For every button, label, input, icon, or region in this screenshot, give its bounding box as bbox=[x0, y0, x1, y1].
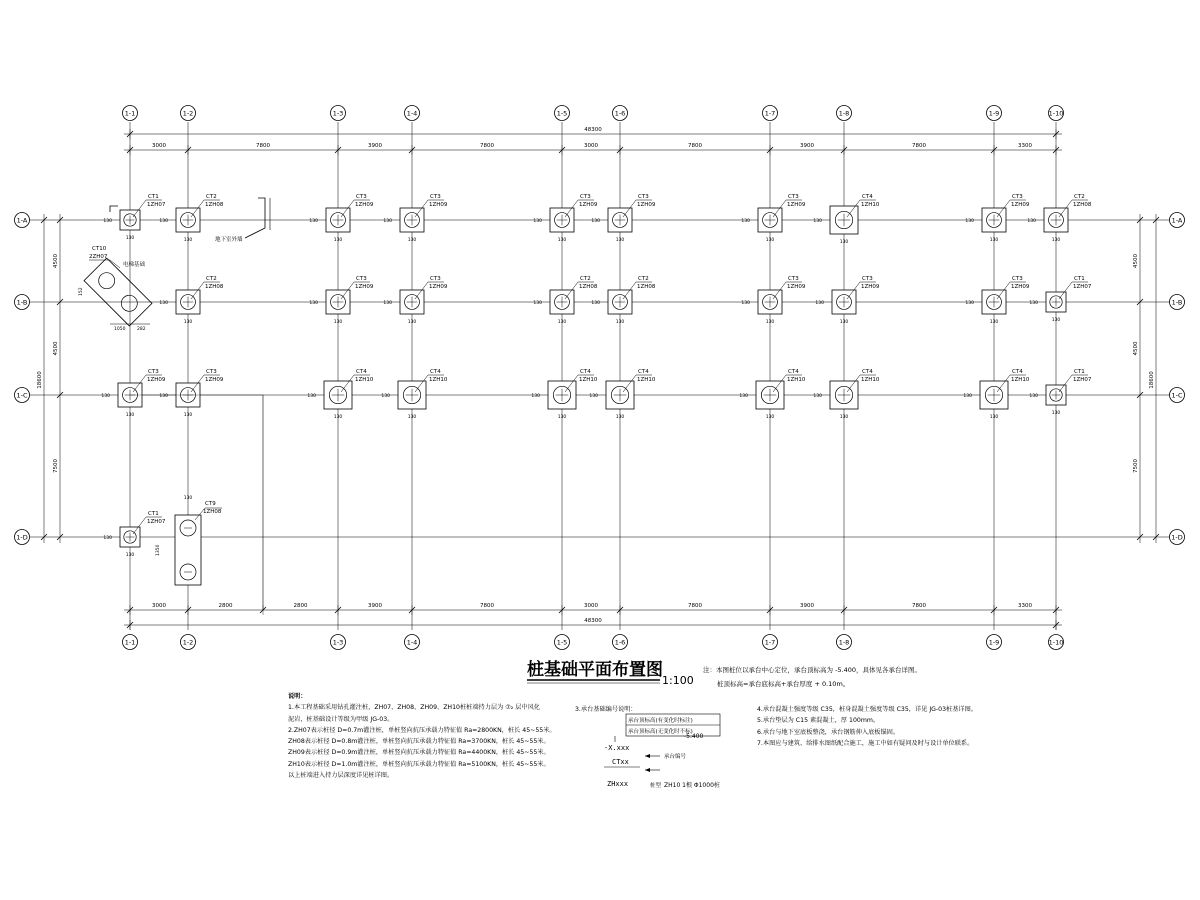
cap-offset: 130 bbox=[589, 394, 598, 399]
ct10-dim-text: 1050 bbox=[114, 327, 126, 332]
cap-pile-type: 1ZH09 bbox=[355, 284, 374, 290]
cap-offset: 130 bbox=[333, 415, 343, 420]
axis-label: 1-4 bbox=[406, 109, 418, 118]
cap-offset: 130 bbox=[531, 394, 540, 399]
cap-id: CT4 bbox=[788, 369, 799, 375]
cap-pile-type: 1ZH08 bbox=[1073, 202, 1092, 208]
cap-offset: 130 bbox=[333, 238, 343, 243]
ct9-dim-text: 1350 bbox=[156, 544, 161, 556]
pile-cap bbox=[307, 369, 373, 420]
dim-text: 7500 bbox=[1133, 459, 1139, 473]
pile-cap bbox=[1027, 194, 1091, 243]
legend-desc3: ZH10 1根 Φ1000桩 bbox=[664, 782, 720, 789]
cap-offset: 130 bbox=[591, 301, 600, 306]
cap-id: CT3 bbox=[788, 194, 799, 200]
cap-id: CT4 bbox=[862, 194, 873, 200]
cap-pile-type: 1ZH10 bbox=[861, 202, 880, 208]
cap-id: CT1 bbox=[1074, 369, 1085, 375]
cap-offset: 130 bbox=[183, 238, 193, 243]
pile-caps bbox=[101, 194, 1091, 558]
dim-text: 4500 bbox=[53, 254, 59, 268]
ct10-pile-type: 2ZH07 bbox=[89, 254, 108, 260]
pile-cap bbox=[963, 369, 1029, 420]
notes-column-2 bbox=[575, 704, 637, 715]
note-line: 1.本工程基础采用钻孔灌注桩，ZH07、ZH08、ZH09、ZH10桩桩端持力层为 ⑦₂ 层中风化 bbox=[288, 704, 540, 712]
cap-id: CT4 bbox=[580, 369, 591, 375]
axis-label: 1-3 bbox=[332, 638, 344, 647]
cap-id: CT3 bbox=[356, 276, 367, 282]
pile-cap bbox=[815, 276, 879, 325]
cap-pile-type: 1ZH09 bbox=[1011, 202, 1030, 208]
wall-line bbox=[110, 206, 118, 212]
legend-box-top: 承台顶标高(有变化时标注) bbox=[628, 718, 693, 724]
cap-offset: 130 bbox=[103, 536, 112, 541]
cap-id: CT3 bbox=[356, 194, 367, 200]
cap-pile-type: 1ZH07 bbox=[147, 519, 166, 525]
axis-label: 1-A bbox=[1171, 216, 1183, 225]
cap-id: CT2 bbox=[638, 276, 649, 282]
pile-cap bbox=[309, 276, 373, 325]
cap-offset: 130 bbox=[333, 320, 343, 325]
cap-id: CT4 bbox=[430, 369, 441, 375]
notes-heading: 说明： bbox=[288, 693, 307, 700]
cap-offset: 130 bbox=[1029, 394, 1038, 399]
cap-id: CT4 bbox=[638, 369, 649, 375]
cap-pile-type: 1ZH09 bbox=[205, 377, 224, 383]
axis-label: 1-2 bbox=[182, 638, 194, 647]
cap-offset: 130 bbox=[383, 301, 392, 306]
legend-desc1: 承台编号 bbox=[664, 754, 687, 760]
cap-id: CT3 bbox=[430, 276, 441, 282]
cap-offset: 130 bbox=[103, 219, 112, 224]
dim-text: 7800 bbox=[912, 143, 926, 149]
cap-id: CT2 bbox=[1074, 194, 1085, 200]
cap-offset: 130 bbox=[309, 301, 318, 306]
cap-id: CT4 bbox=[356, 369, 367, 375]
dim-text: 3000 bbox=[152, 143, 166, 149]
top-note-1: 注：本图桩位以承台中心定位，承台顶标高为 -5.400，具体见各承台详图。 bbox=[703, 666, 922, 674]
axis-label: 1-8 bbox=[838, 638, 850, 647]
cap-pile-type: 1ZH09 bbox=[637, 202, 656, 208]
cap-pile-type: 1ZH07 bbox=[1073, 377, 1092, 383]
cap-pile-type: 1ZH10 bbox=[787, 377, 806, 383]
pile-cap bbox=[741, 276, 805, 325]
ct10-cap bbox=[84, 258, 152, 326]
pile-cap bbox=[1029, 276, 1091, 323]
cap-pile-type: 1ZH08 bbox=[205, 284, 224, 290]
cap-offset: 130 bbox=[839, 320, 849, 325]
cap-offset: 130 bbox=[1051, 238, 1061, 243]
cap-offset: 130 bbox=[989, 238, 999, 243]
cap-offset: 130 bbox=[407, 415, 417, 420]
axis-label: 1-C bbox=[16, 391, 28, 400]
pile-cap bbox=[1029, 369, 1091, 416]
pile-cap bbox=[309, 194, 373, 243]
cap-offset: 130 bbox=[125, 413, 135, 418]
cap-id: CT4 bbox=[1012, 369, 1023, 375]
special-caps bbox=[78, 198, 270, 610]
pile-cap bbox=[159, 194, 223, 243]
ct10-pile bbox=[95, 269, 118, 292]
ct10-dim-text: 152 bbox=[79, 287, 84, 296]
dim-text: 3300 bbox=[1018, 603, 1032, 609]
dim-text: 4500 bbox=[1133, 254, 1139, 268]
cap-offset: 130 bbox=[989, 415, 999, 420]
cap-offset: 130 bbox=[101, 394, 110, 399]
pile-cap bbox=[741, 194, 805, 243]
note-line: 泥岩，桩基础设计等级为甲级 JG-03。 bbox=[288, 715, 394, 723]
cap-offset: 130 bbox=[839, 415, 849, 420]
cap-id: CT2 bbox=[580, 276, 591, 282]
cap-offset: 130 bbox=[765, 320, 775, 325]
pile-cap bbox=[383, 276, 447, 325]
cap-offset: 130 bbox=[741, 219, 750, 224]
cap-pile-type: 1ZH09 bbox=[355, 202, 374, 208]
axis-label: 1-10 bbox=[1048, 638, 1064, 647]
cap-id: CT3 bbox=[580, 194, 591, 200]
ct10-outline bbox=[84, 258, 152, 326]
legend-elev: -5.400 bbox=[684, 733, 704, 740]
pile-cap bbox=[591, 276, 655, 325]
axis-label: 1-3 bbox=[332, 109, 344, 118]
pile-cap bbox=[813, 194, 879, 245]
dim-text: 3000 bbox=[152, 603, 166, 609]
note-line: 以上桩端进入持力层深度详见桩详图。 bbox=[288, 772, 394, 780]
cap-pile-type: 1ZH08 bbox=[637, 284, 656, 290]
cap-id: CT2 bbox=[206, 194, 217, 200]
dim-total-top: 48300 bbox=[584, 127, 602, 133]
cap-pile-type: 1ZH09 bbox=[429, 202, 448, 208]
note-line: ZH08表示桩径 D=0.8m灌注桩，单桩竖向抗压承载力特征值 Ra=3700KN，桩长 45~55米。 bbox=[288, 738, 550, 746]
cap-id: CT3 bbox=[638, 194, 649, 200]
cap-id: CT3 bbox=[430, 194, 441, 200]
cap-pile-type: 1ZH09 bbox=[861, 284, 880, 290]
cap-offset: 130 bbox=[557, 320, 567, 325]
pile-cap bbox=[101, 369, 165, 418]
cap-offset: 130 bbox=[407, 238, 417, 243]
dim-text: 7800 bbox=[688, 143, 702, 149]
cap-offset: 130 bbox=[125, 553, 135, 558]
axis-label: 1-D bbox=[16, 533, 28, 542]
axis-label: 1-D bbox=[1171, 533, 1183, 542]
cap-pile-type: 1ZH10 bbox=[637, 377, 656, 383]
cap-offset: 130 bbox=[407, 320, 417, 325]
dim-text: 4500 bbox=[53, 341, 59, 356]
cap-id: CT2 bbox=[206, 276, 217, 282]
wall-line bbox=[245, 198, 265, 238]
dim-text: 7800 bbox=[912, 603, 926, 609]
pile-cap bbox=[159, 369, 223, 418]
ct9-outline bbox=[175, 515, 201, 585]
axis-label: 1-4 bbox=[406, 638, 418, 647]
axis-label: 1-C bbox=[1171, 391, 1183, 400]
notes-col2-heading: 3.承台基础编号说明： bbox=[575, 706, 637, 713]
cap-pile-type: 1ZH09 bbox=[1011, 284, 1030, 290]
cap-offset: 130 bbox=[533, 219, 542, 224]
note-line: 4.承台混凝土强度等级 C35，桩身混凝土强度等级 C35，详见 JG-03桩基详图。 bbox=[757, 706, 977, 713]
cap-offset: 130 bbox=[1027, 219, 1036, 224]
cap-offset: 130 bbox=[381, 394, 390, 399]
legend-ex3: ZHxxx bbox=[607, 780, 629, 788]
dim-text: 3900 bbox=[368, 603, 382, 609]
dim-text: 3000 bbox=[584, 143, 598, 149]
pile-cap bbox=[103, 194, 165, 241]
cap-offset: 130 bbox=[159, 301, 168, 306]
axis-label: 1-6 bbox=[614, 109, 626, 118]
axis-label: 1-2 bbox=[182, 109, 194, 118]
cap-pile-type: 1ZH10 bbox=[861, 377, 880, 383]
legend-ex1: -X.xxx bbox=[604, 744, 630, 752]
dim-text: 3900 bbox=[800, 603, 814, 609]
cap-offset: 130 bbox=[965, 301, 974, 306]
dim-text: 7500 bbox=[53, 459, 59, 473]
ct10-id: CT10 bbox=[92, 246, 107, 252]
pile-cap bbox=[159, 276, 223, 325]
pile-cap bbox=[591, 194, 655, 243]
axis-label: 1-9 bbox=[988, 638, 1000, 647]
cap-offset: 130 bbox=[309, 219, 318, 224]
cap-offset: 130 bbox=[615, 320, 625, 325]
dim-text: 4500 bbox=[1133, 341, 1139, 356]
cap-pile-type: 1ZH07 bbox=[147, 202, 166, 208]
cap-offset: 130 bbox=[183, 320, 193, 325]
cap-id: CT1 bbox=[1074, 276, 1085, 282]
axis-label: 1-A bbox=[16, 216, 28, 225]
cap-offset: 130 bbox=[1029, 301, 1038, 306]
cap-pile-type: 1ZH09 bbox=[147, 377, 166, 383]
cap-offset: 130 bbox=[1051, 318, 1061, 323]
elevator-label: 电梯基础 bbox=[123, 262, 146, 268]
ct10-dim-text: 282 bbox=[137, 327, 146, 332]
cap-offset: 130 bbox=[615, 415, 625, 420]
note-line: ZH09表示桩径 D=0.9m灌注桩，单桩竖向抗压承载力特征值 Ra=4400KN，桩长 45~55米。 bbox=[288, 749, 550, 757]
cap-pile-type: 1ZH09 bbox=[429, 284, 448, 290]
cap-offset: 130 bbox=[125, 236, 135, 241]
ct9-pile-type: 1ZH08 bbox=[203, 509, 222, 515]
notes-column-3 bbox=[757, 704, 977, 749]
dim-text: 7800 bbox=[480, 143, 494, 149]
dim-text: 7800 bbox=[480, 603, 494, 609]
ct9-cap bbox=[155, 495, 222, 585]
cap-offset: 130 bbox=[159, 394, 168, 399]
cap-offset: 130 bbox=[591, 219, 600, 224]
dim-total-right: 18600 bbox=[1149, 371, 1155, 389]
ct10-pile bbox=[118, 292, 141, 315]
pile-cap bbox=[383, 194, 447, 243]
cap-offset: 130 bbox=[765, 415, 775, 420]
pile-cap bbox=[813, 369, 879, 420]
cap-offset: 130 bbox=[383, 219, 392, 224]
dim-text: 3900 bbox=[368, 143, 382, 149]
pile-cap bbox=[531, 369, 597, 420]
cap-offset: 130 bbox=[989, 320, 999, 325]
legend-desc2: 桩型 bbox=[650, 783, 662, 789]
cap-offset: 130 bbox=[741, 301, 750, 306]
cap-offset: 130 bbox=[1051, 411, 1061, 416]
ct9-id: CT9 bbox=[205, 501, 216, 507]
axis-label: 1-5 bbox=[556, 638, 568, 647]
cap-offset: 130 bbox=[813, 219, 822, 224]
cap-offset: 130 bbox=[765, 238, 775, 243]
axis-label: 1-6 bbox=[614, 638, 626, 647]
cap-pile-type: 1ZH09 bbox=[787, 284, 806, 290]
pile-cap bbox=[381, 369, 447, 420]
axis-label: 1-8 bbox=[838, 109, 850, 118]
axis-label: 1-7 bbox=[764, 638, 776, 647]
cap-pile-type: 1ZH09 bbox=[787, 202, 806, 208]
dim-total-bottom: 48300 bbox=[584, 618, 602, 624]
cap-pile-type: 1ZH08 bbox=[205, 202, 224, 208]
cap-id: CT1 bbox=[148, 511, 159, 517]
pile-cap bbox=[533, 276, 597, 325]
cap-pile-type: 1ZH10 bbox=[579, 377, 598, 383]
pile-cap bbox=[965, 276, 1029, 325]
cap-id: CT4 bbox=[862, 369, 873, 375]
pile-cap bbox=[965, 194, 1029, 243]
cap-pile-type: 1ZH08 bbox=[579, 284, 598, 290]
pile-cap bbox=[739, 369, 805, 420]
legend-ex2: CTxx bbox=[612, 758, 629, 766]
axis-label: 1-9 bbox=[988, 109, 1000, 118]
cap-offset: 130 bbox=[307, 394, 316, 399]
cap-pile-type: 1ZH10 bbox=[1011, 377, 1030, 383]
cap-offset: 130 bbox=[815, 301, 824, 306]
legend-box-bottom: 承台顶标高(无变化时不标) bbox=[628, 729, 693, 735]
cap-id: CT3 bbox=[1012, 194, 1023, 200]
dim-text: 3300 bbox=[1018, 143, 1032, 149]
cap-pile-type: 1ZH10 bbox=[429, 377, 448, 383]
axis-label: 1-5 bbox=[556, 109, 568, 118]
cap-id: CT3 bbox=[788, 276, 799, 282]
cap-offset: 130 bbox=[813, 394, 822, 399]
cap-offset: 130 bbox=[739, 394, 748, 399]
pile-cap bbox=[589, 369, 655, 420]
axis-label: 1-B bbox=[16, 298, 28, 307]
top-note-2: 桩顶标高=承台底标高+承台厚度 + 0.10m。 bbox=[717, 680, 850, 688]
cap-offset: 130 bbox=[963, 394, 972, 399]
cap-id: CT3 bbox=[206, 369, 217, 375]
dim-text: 7800 bbox=[688, 603, 702, 609]
cap-offset: 130 bbox=[533, 301, 542, 306]
cap-offset: 130 bbox=[557, 415, 567, 420]
pile-cap bbox=[533, 194, 597, 243]
cap-offset: 130 bbox=[159, 219, 168, 224]
cap-pile-type: 1ZH09 bbox=[579, 202, 598, 208]
notes-column-1 bbox=[288, 691, 556, 781]
note-line: ZH10表示桩径 D=1.0m灌注桩，单桩竖向抗压承载力特征值 Ra=5100KN，桩长 45~55米。 bbox=[288, 760, 550, 768]
cap-offset: 130 bbox=[615, 238, 625, 243]
dim-text: 7800 bbox=[256, 143, 270, 149]
cap-offset: 130 bbox=[557, 238, 567, 243]
wall-label: 地下室外墙 bbox=[215, 237, 243, 243]
note-line: 6.承台与地下室底板整浇，承台钢筋伸入底板锚固。 bbox=[757, 728, 900, 736]
dim-text: 2800 bbox=[218, 603, 233, 609]
cap-id: CT3 bbox=[1012, 276, 1023, 282]
dim-total-left: 18600 bbox=[37, 371, 43, 389]
note-line: 2.ZH07表示桩径 D=0.7m灌注桩，单桩竖向抗压承载力特征值 Ra=2800KN，桩长 45~55米。 bbox=[288, 726, 556, 734]
note-line: 5.承台垫层为 C15 素混凝土，厚 100mm。 bbox=[757, 717, 880, 725]
cap-pile-type: 1ZH10 bbox=[355, 377, 374, 383]
drawing-title: 桩基础平面布置图 bbox=[527, 660, 663, 680]
dim-text: 3000 bbox=[584, 603, 598, 609]
dim-text: 3900 bbox=[800, 143, 814, 149]
cap-id: CT3 bbox=[862, 276, 873, 282]
cap-id: CT3 bbox=[148, 369, 159, 375]
axis-label: 1-7 bbox=[764, 109, 776, 118]
axis-label: 1-10 bbox=[1048, 109, 1064, 118]
note-line: 7.本图应与建筑、给排水图纸配合施工，施工中如有疑问及时与设计单位联系。 bbox=[757, 739, 974, 747]
cap-legend bbox=[604, 714, 720, 789]
axis-label: 1-1 bbox=[124, 638, 136, 647]
axis-label: 1-B bbox=[1171, 298, 1183, 307]
cap-offset: 130 bbox=[965, 219, 974, 224]
drawing-scale: 1:100 bbox=[662, 674, 694, 687]
cap-offset: 130 bbox=[839, 240, 849, 245]
ct9-dim-text: 130 bbox=[183, 496, 193, 501]
cap-pile-type: 1ZH07 bbox=[1073, 284, 1092, 290]
axis-label: 1-1 bbox=[124, 109, 136, 118]
dim-text: 2800 bbox=[293, 603, 308, 609]
cap-id: CT1 bbox=[148, 194, 159, 200]
cap-offset: 130 bbox=[183, 413, 193, 418]
